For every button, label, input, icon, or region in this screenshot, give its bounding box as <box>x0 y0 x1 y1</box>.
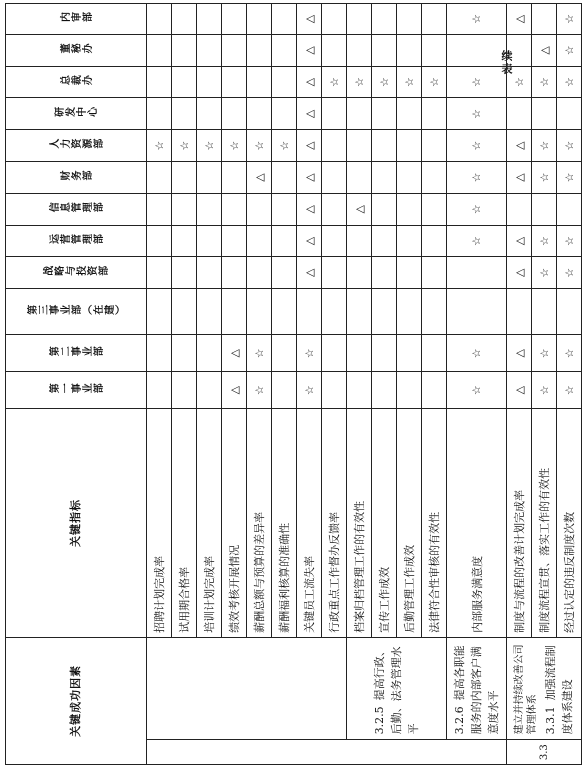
mark-cell <box>172 162 197 194</box>
mark-cell: △ <box>297 257 322 289</box>
factor-number: 3.3.1 <box>543 706 557 735</box>
header-department-6: 信息管理部 <box>6 193 147 225</box>
mark-cell <box>422 225 447 257</box>
mark-cell <box>222 257 247 289</box>
mark-cell: ☆ <box>532 225 557 257</box>
mark-cell <box>532 4 557 35</box>
mark-cell <box>397 4 422 35</box>
mark-cell <box>247 289 272 335</box>
mark-cell <box>147 34 172 66</box>
mark-cell <box>322 289 347 335</box>
mark-cell: ☆ <box>447 372 507 409</box>
header-department-7: 财务部 <box>6 162 147 194</box>
mark-cell <box>172 257 197 289</box>
mark-cell: ☆ <box>297 335 322 372</box>
mark-cell: △ <box>297 162 322 194</box>
mark-cell: ☆ <box>222 130 247 162</box>
mark-cell <box>532 289 557 335</box>
mark-cell <box>557 289 582 335</box>
header-department-4: 战略与投资部 <box>6 257 147 289</box>
mark-cell <box>422 289 447 335</box>
header-department-10: 总裁办 <box>6 66 147 98</box>
mark-cell: ☆ <box>247 372 272 409</box>
mark-cell: △ <box>507 372 532 409</box>
mark-cell <box>197 289 222 335</box>
mark-cell <box>397 335 422 372</box>
mark-cell <box>147 289 172 335</box>
indicator-cell: 试用期合格率 <box>172 409 197 638</box>
factor-text: 提高各职能服务的内部客户满意度水平 <box>453 645 501 735</box>
mark-cell: ☆ <box>557 372 582 409</box>
mark-cell: ☆ <box>557 130 582 162</box>
mark-cell <box>322 257 347 289</box>
mark-cell: △ <box>507 4 532 35</box>
mark-cell <box>147 225 172 257</box>
mark-cell: ☆ <box>447 335 507 372</box>
mark-cell <box>372 4 397 35</box>
mark-cell <box>272 66 297 98</box>
mark-cell <box>447 34 507 66</box>
mark-cell <box>447 289 507 335</box>
header-department-3: 第三事业部（在建） <box>6 289 147 335</box>
section-number: 3.3 <box>538 744 550 761</box>
mark-cell <box>272 289 297 335</box>
mark-cell: △ <box>297 193 322 225</box>
mark-cell <box>272 372 297 409</box>
mark-cell <box>247 193 272 225</box>
mark-cell <box>322 193 347 225</box>
mark-cell: △ <box>507 130 532 162</box>
mark-cell <box>507 289 532 335</box>
mark-cell: ☆ <box>557 225 582 257</box>
mark-cell <box>347 289 372 335</box>
mark-cell <box>372 335 397 372</box>
mark-cell <box>347 34 372 66</box>
mark-cell: ☆ <box>447 4 507 35</box>
mark-cell <box>172 4 197 35</box>
mark-cell: ☆ <box>447 162 507 194</box>
mark-cell: ☆ <box>557 66 582 98</box>
mark-cell: ☆ <box>447 225 507 257</box>
mark-cell <box>147 98 172 130</box>
mark-cell <box>372 225 397 257</box>
mark-cell: △ <box>222 372 247 409</box>
mark-cell <box>247 66 272 98</box>
mark-cell <box>347 372 372 409</box>
mark-cell <box>272 4 297 35</box>
mark-cell: ☆ <box>557 4 582 35</box>
mark-cell <box>197 66 222 98</box>
mark-cell: △ <box>507 225 532 257</box>
mark-cell <box>197 162 222 194</box>
table-row <box>507 4 532 765</box>
factor-number: 3.2.5 <box>372 706 386 735</box>
indicator-cell: 内部服务满意度 <box>447 409 507 638</box>
mark-cell <box>247 98 272 130</box>
indicator-cell: 制度与流程的改善计划完成率 <box>507 409 532 638</box>
mark-cell <box>372 34 397 66</box>
mark-cell: ☆ <box>557 335 582 372</box>
mark-cell: ☆ <box>532 335 557 372</box>
mark-cell: △ <box>297 34 322 66</box>
mark-cell: △ <box>297 66 322 98</box>
mark-cell: ☆ <box>532 66 557 98</box>
mark-cell <box>397 257 422 289</box>
mark-cell <box>397 98 422 130</box>
mark-cell <box>222 225 247 257</box>
mark-cell: △ <box>247 162 272 194</box>
mark-cell <box>397 34 422 66</box>
mark-cell <box>222 66 247 98</box>
factor-group-2 <box>447 637 507 740</box>
table-row <box>347 4 372 765</box>
indicator-cell: 经过认定的违反制度次数 <box>557 409 582 638</box>
mark-cell: ☆ <box>532 162 557 194</box>
mark-cell: △ <box>297 98 322 130</box>
indicator-cell: 薪酬福利核算的准确性 <box>272 409 297 638</box>
indicator-cell: 薪酬总额与预算的差异率 <box>247 409 272 638</box>
mark-cell <box>422 257 447 289</box>
mark-cell <box>172 34 197 66</box>
mark-cell: ☆ <box>397 66 422 98</box>
section-num-empty <box>147 740 507 765</box>
mark-cell <box>347 225 372 257</box>
header-department-12: 内审部 <box>6 4 147 35</box>
header-row <box>6 4 147 765</box>
mark-cell: ☆ <box>197 130 222 162</box>
mark-cell: △ <box>507 257 532 289</box>
mark-cell <box>372 98 397 130</box>
indicator-cell: 行政重点工作督办反馈率 <box>322 409 347 638</box>
mark-cell <box>372 193 397 225</box>
mark-cell <box>197 34 222 66</box>
table-body <box>147 4 582 765</box>
indicator-cell: 制度流程宣贯、落实工作的有效性 <box>532 409 557 638</box>
mark-cell <box>322 130 347 162</box>
mark-cell <box>247 4 272 35</box>
mark-cell: ☆ <box>447 98 507 130</box>
factor-text: 加强流程制度体系建设 <box>543 645 574 735</box>
header-department-11: 董秘办 <box>6 34 147 66</box>
indicator-cell: 招聘计划完成率 <box>147 409 172 638</box>
mark-cell <box>372 257 397 289</box>
mark-cell <box>372 372 397 409</box>
mark-cell <box>222 289 247 335</box>
mark-cell <box>322 162 347 194</box>
mark-cell <box>322 372 347 409</box>
section-text: 建立并持续改善公司管理体系 <box>513 644 538 735</box>
indicator-cell: 宣传工作成效 <box>372 409 397 638</box>
mark-cell <box>557 193 582 225</box>
mark-cell <box>222 162 247 194</box>
indicator-cell: 关键员工流失率 <box>297 409 322 638</box>
mark-cell <box>147 257 172 289</box>
mark-cell <box>372 130 397 162</box>
header-department-2: 第二事业部 <box>6 335 147 372</box>
mark-cell: ☆ <box>532 372 557 409</box>
mark-cell <box>197 225 222 257</box>
mark-cell: ☆ <box>172 130 197 162</box>
mark-cell: ☆ <box>247 335 272 372</box>
indicator-cell: 档案归档管理工作的有效性 <box>347 409 372 638</box>
mark-cell <box>172 66 197 98</box>
mark-cell <box>422 34 447 66</box>
mark-cell: △ <box>297 130 322 162</box>
mark-cell: △ <box>297 4 322 35</box>
mark-cell <box>507 34 532 66</box>
mark-cell <box>347 257 372 289</box>
mark-cell <box>397 130 422 162</box>
header-department-1: 第一事业部 <box>6 372 147 409</box>
mark-cell <box>197 372 222 409</box>
mark-cell <box>322 225 347 257</box>
mark-cell <box>197 257 222 289</box>
mark-cell <box>147 335 172 372</box>
mark-cell <box>247 257 272 289</box>
mark-cell: ☆ <box>507 66 532 98</box>
mark-cell <box>272 335 297 372</box>
mark-cell <box>272 98 297 130</box>
mark-cell <box>147 66 172 98</box>
mark-cell <box>172 289 197 335</box>
mark-cell <box>297 289 322 335</box>
mark-cell <box>532 98 557 130</box>
mark-cell <box>557 98 582 130</box>
mark-cell <box>347 335 372 372</box>
factor-number: 3.2.6 <box>453 706 466 735</box>
mark-cell: △ <box>222 335 247 372</box>
mark-cell <box>532 193 557 225</box>
header-department-8: 人力资源部 <box>6 130 147 162</box>
table-row <box>147 4 172 765</box>
header-key-indicators: 关键指标 <box>6 409 147 638</box>
mark-cell <box>172 193 197 225</box>
mark-cell <box>422 162 447 194</box>
mark-cell <box>507 193 532 225</box>
mark-cell <box>347 98 372 130</box>
header-department-9: 研发中心 <box>6 98 147 130</box>
section-num-3-3 <box>507 740 582 765</box>
mark-cell: ☆ <box>347 66 372 98</box>
mark-cell <box>147 4 172 35</box>
mark-cell: ☆ <box>147 130 172 162</box>
mark-cell: ☆ <box>557 162 582 194</box>
mark-cell <box>422 335 447 372</box>
mark-cell <box>222 193 247 225</box>
mark-cell <box>147 193 172 225</box>
mark-cell <box>397 162 422 194</box>
mark-cell <box>372 289 397 335</box>
continued-label: 续表 <box>500 50 513 76</box>
mark-cell <box>272 225 297 257</box>
mark-cell <box>172 335 197 372</box>
mark-cell <box>172 98 197 130</box>
mark-cell <box>372 162 397 194</box>
mark-cell <box>272 257 297 289</box>
mark-cell <box>172 225 197 257</box>
mark-cell <box>272 193 297 225</box>
header-key-success-factors: 关键成功因素 <box>6 637 147 764</box>
indicator-cell: 培训计划完成率 <box>197 409 222 638</box>
header-department-5: 运营管理部 <box>6 225 147 257</box>
mark-cell <box>247 34 272 66</box>
mark-cell: ☆ <box>372 66 397 98</box>
mark-cell <box>272 34 297 66</box>
mark-cell <box>422 193 447 225</box>
mark-cell <box>507 98 532 130</box>
mark-cell <box>197 193 222 225</box>
mark-cell <box>322 4 347 35</box>
mark-cell <box>422 4 447 35</box>
indicator-cell: 法律符合性审核的有效性 <box>422 409 447 638</box>
table-row <box>447 4 507 765</box>
mark-cell <box>422 130 447 162</box>
indicator-cell: 绩效考核开展情况 <box>222 409 247 638</box>
mark-cell: ☆ <box>447 193 507 225</box>
mark-cell <box>347 162 372 194</box>
mark-cell: ☆ <box>447 130 507 162</box>
mark-cell <box>197 335 222 372</box>
mark-cell <box>222 98 247 130</box>
indicator-cell: 后勤管理工作成效 <box>397 409 422 638</box>
mark-cell <box>172 372 197 409</box>
mark-cell: ☆ <box>532 130 557 162</box>
mark-cell: ☆ <box>557 257 582 289</box>
factor-group-0 <box>147 637 347 740</box>
mark-cell: ☆ <box>557 34 582 66</box>
mark-cell: △ <box>347 193 372 225</box>
mark-cell <box>397 225 422 257</box>
mark-cell <box>322 34 347 66</box>
mark-cell: ☆ <box>247 130 272 162</box>
mark-cell <box>322 335 347 372</box>
mark-cell <box>447 257 507 289</box>
mark-cell <box>197 98 222 130</box>
mark-cell <box>272 162 297 194</box>
factor-group-1 <box>347 637 447 740</box>
mark-cell: ☆ <box>272 130 297 162</box>
mark-cell: △ <box>507 335 532 372</box>
mark-cell <box>397 289 422 335</box>
mark-cell <box>422 372 447 409</box>
mark-cell: ☆ <box>532 257 557 289</box>
mark-cell <box>222 4 247 35</box>
mark-cell <box>147 162 172 194</box>
mark-cell <box>147 372 172 409</box>
mark-cell: ☆ <box>297 372 322 409</box>
mark-cell <box>397 193 422 225</box>
mark-cell <box>347 130 372 162</box>
mark-cell: ☆ <box>422 66 447 98</box>
mark-cell: ☆ <box>322 66 347 98</box>
mark-cell <box>347 4 372 35</box>
mark-cell <box>222 34 247 66</box>
mark-cell: △ <box>507 162 532 194</box>
mark-cell: △ <box>532 34 557 66</box>
mark-cell <box>197 4 222 35</box>
mark-cell <box>322 98 347 130</box>
factor-text: 提高行政、后勤、法务管理水平 <box>372 645 421 735</box>
kpi-responsibility-table <box>5 3 582 765</box>
mark-cell: ☆ <box>447 66 507 98</box>
mark-cell <box>422 98 447 130</box>
mark-cell: △ <box>297 225 322 257</box>
mark-cell <box>397 372 422 409</box>
mark-cell <box>247 225 272 257</box>
factor-group-3 <box>507 637 582 740</box>
